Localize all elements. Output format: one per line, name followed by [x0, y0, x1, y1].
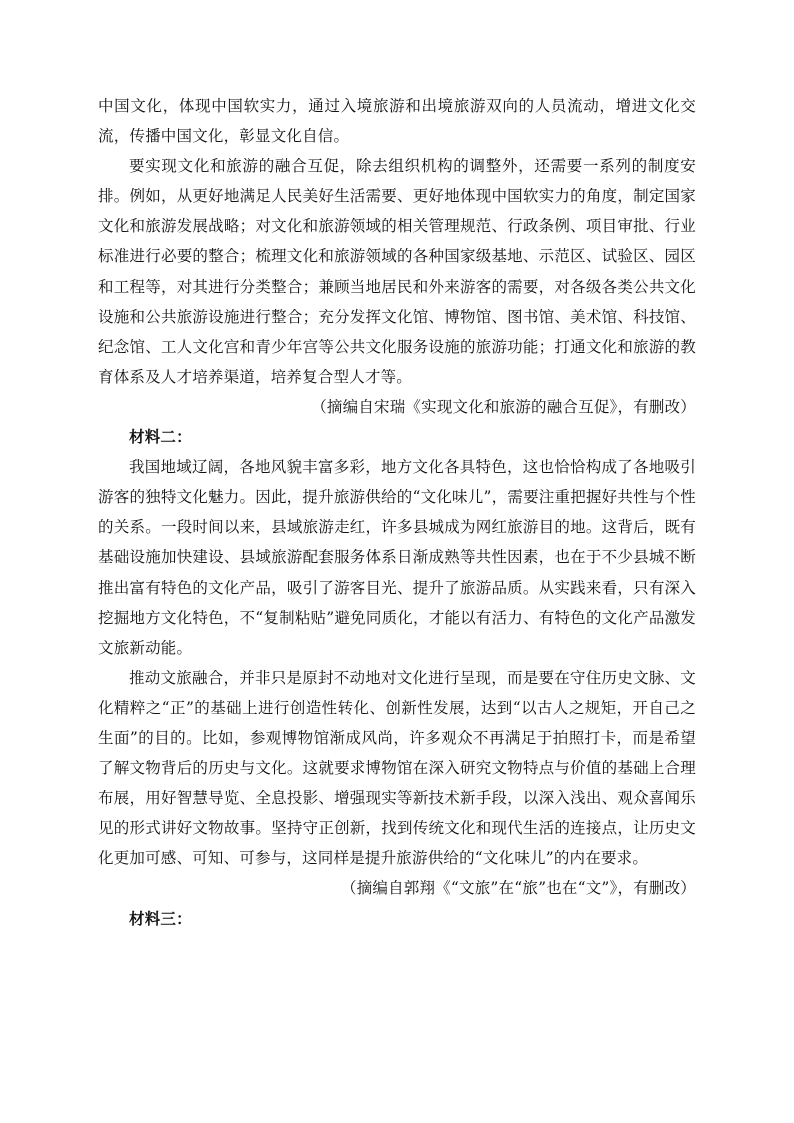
material-heading: 材料三：	[129, 909, 192, 928]
paragraph-local-culture: 我国地域辽阔，各地风貌丰富多彩，地方文化各具特色，这也恰恰构成了各地吸引游客的独特文化魅力。因此，提升旅游供给的“文化味儿”，需要注重把握好共性与个性的关系。一段时间以来，县域旅游走红，许多县城成为网红旅游目的地。这背后，既有基础设施加快建设、县域旅游配套服务体系日渐成熟等共性因素，也在于不少县城不断推出富有特色的文化产品，吸引了游客目光、提升了旅游品质。从实践来看，只有深入挖掘地方文化特色，不“复制粘贴”避免同质化，才能以有活力、有特色的文化产品激发文旅新动能。	[98, 458, 696, 657]
document-body	[98, 91, 696, 934]
paragraph-continued: 中国文化，体现中国软实力，通过入境旅游和出境旅游双向的人员流动，增进文化交流，传播中国文化，彰显文化自信。	[98, 97, 696, 146]
source-citation: （摘编自郭翔《“文旅”在“旅”也在“文”》，有删改）	[341, 879, 696, 898]
paragraph-innovation: 推动文旅融合，并非只是原封不动地对文化进行呈现，而是要在守住历史文脉、文化精粹之“正”的基础上进行创造性转化、创新性发展，达到“以古人之规矩，开自己之生面”的目的。比如，参观博物馆渐成风尚，许多观众不再满足于拍照打卡，而是希望了解文物背后的历史与文化。这就要求博物馆在深入研究文物特点与价值的基础上合理布展，用好智慧导览、全息投影、增强现实等新技术新手段，以深入浅出、观众喜闻乐见的形式讲好文物故事。坚持守正创新，找到传统文化和现代生活的连接点，让历史文化更加可感、可知、可参与，这同样是提升旅游供给的“文化味儿”的内在要求。	[98, 668, 696, 868]
source-citation: （摘编自宋瑞《实现文化和旅游的融合互促》，有删改）	[311, 397, 696, 416]
paragraph-institutional-arrangements: 要实现文化和旅游的融合互促，除去组织机构的调整外，还需要一系列的制度安排。例如，从更好地满足人民美好生活需要、更好地体现中国软实力的角度，制定国家文化和旅游发展战略；对文化和旅游领域的相关管理规范、行政条例、项目审批、行业标准进行必要的整合；梳理文化和旅游领域的各种国家级基地、示范区、试验区、园区和工程等，对其进行分类整合；兼顾当地居民和外来游客的需要，对各级各类公共文化设施和公共旅游设施进行整合；充分发挥文化馆、博物馆、图书馆、美术馆、科技馆、纪念馆、工人文化宫和青少年宫等公共文化服务设施的旅游功能；打通文化和旅游的教育体系及人才培养渠道，培养复合型人才等。	[98, 157, 696, 386]
material-heading: 材料二：	[129, 428, 192, 447]
